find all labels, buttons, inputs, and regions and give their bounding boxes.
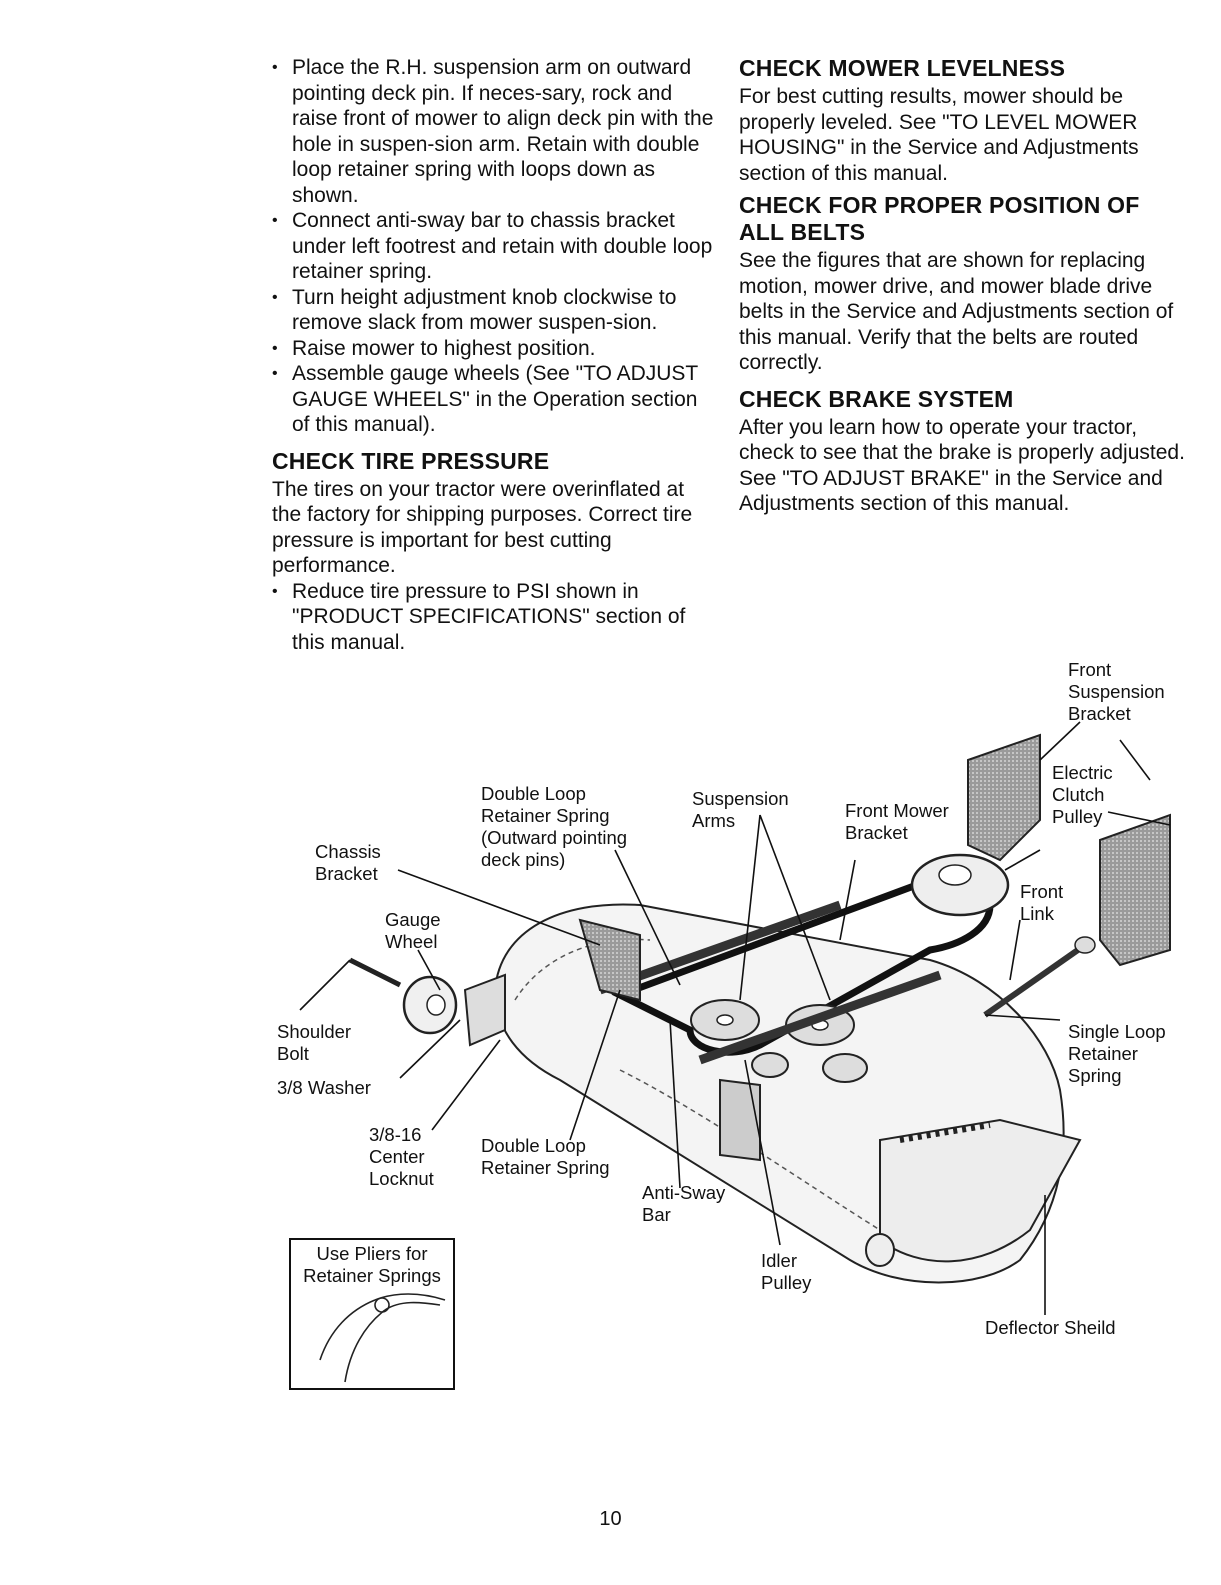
belts-position-heading: CHECK FOR PROPER POSITION OF ALL BELTS <box>739 192 1140 245</box>
idler-pulley-shape <box>866 1234 894 1266</box>
label-chassis-bracket: Chassis Bracket <box>315 841 381 884</box>
label-double-loop-retainer-bottom: Double Loop Retainer Spring <box>481 1135 610 1178</box>
shoulder-bolt <box>350 960 400 985</box>
front-link <box>985 945 1085 1015</box>
label-electric-clutch-pulley: Electric Clutch Pulley <box>1052 762 1113 827</box>
step-rh-suspension-arm: • Place the R.H. suspension arm on outward pointing deck pin. If neces-sary, rock and raise front of mower to align deck pin with the hole in suspen-sion arm. Retain with double loop retainer spring with loops down as shown. <box>272 55 717 208</box>
label-deflector-shield: Deflector Sheild <box>985 1317 1116 1338</box>
page-number: 10 <box>599 1508 622 1530</box>
front-suspension-bracket <box>968 735 1040 860</box>
pliers-tip-box <box>289 1238 455 1390</box>
mower-levelness-text: For best cutting results, mower should be properly leveled. See "TO LEVEL MOWER HOUSING" in the Service and Adjustments section of this manual. <box>739 85 1139 185</box>
label-suspension-arms: Suspension Arms <box>692 788 789 831</box>
brake-system-heading: CHECK BRAKE SYSTEM <box>739 385 1014 412</box>
label-center-locknut: 3/8-16 Center Locknut <box>369 1124 434 1189</box>
tire-pressure-text: The tires on your tractor were overinflated at the factory for shipping purposes. Correct tire pressure is important for best cutting performance. <box>272 477 693 577</box>
label-anti-sway-bar: Anti-Sway Bar <box>642 1182 726 1225</box>
step-raise-mower: • Raise mower to highest position. <box>272 336 717 362</box>
label-shoulder-bolt: Shoulder Bolt <box>277 1021 352 1064</box>
step-anti-sway-bar: • Connect anti-sway bar to chassis bracket under left footrest and retain with double loop retainer spring. <box>272 208 717 285</box>
step-reduce-tire-pressure: • Reduce tire pressure to PSI shown in "PRODUCT SPECIFICATIONS" section of this manual. <box>272 579 717 656</box>
pliers-tip-text: Use Pliers for Retainer Springs <box>303 1243 441 1286</box>
brake-system-text: After you learn how to operate your tractor, check to see that the brake is properly adjusted. See "TO ADJUST BRAKE" in the Service and Adjustments section of this manual. <box>739 415 1185 515</box>
rear-bracket <box>1100 815 1170 965</box>
label-double-loop-retainer-top: Double Loop Retainer Spring (Outward pointing deck pins) <box>481 783 628 870</box>
step-height-adjustment: • Turn height adjustment knob clockwise to remove slack from mower suspen-sion. <box>272 285 717 336</box>
label-idler-pulley: Idler Pulley <box>761 1250 812 1293</box>
tire-pressure-heading: CHECK TIRE PRESSURE <box>272 447 550 474</box>
label-single-loop-retainer: Single Loop Retainer Spring <box>1068 1021 1166 1086</box>
belts-position-text: See the figures that are shown for replacing motion, mower drive, and mower blade drive belts in the Service and Adjustments section of this manual. Verify that the belts are routed correctly. <box>739 249 1174 374</box>
mower-levelness-heading: CHECK MOWER LEVELNESS <box>739 55 1066 81</box>
label-front-suspension-bracket: Front Suspension Bracket <box>1068 659 1165 724</box>
label-washer: 3/8 Washer <box>277 1077 371 1098</box>
step-gauge-wheels: • Assemble gauge wheels (See "TO ADJUST GAUGE WHEELS" in the Operation section of this manual). <box>272 361 717 438</box>
label-front-link: Front Link <box>1020 881 1064 924</box>
label-front-mower-bracket: Front Mower Bracket <box>845 800 949 843</box>
label-gauge-wheel: Gauge Wheel <box>385 909 441 952</box>
